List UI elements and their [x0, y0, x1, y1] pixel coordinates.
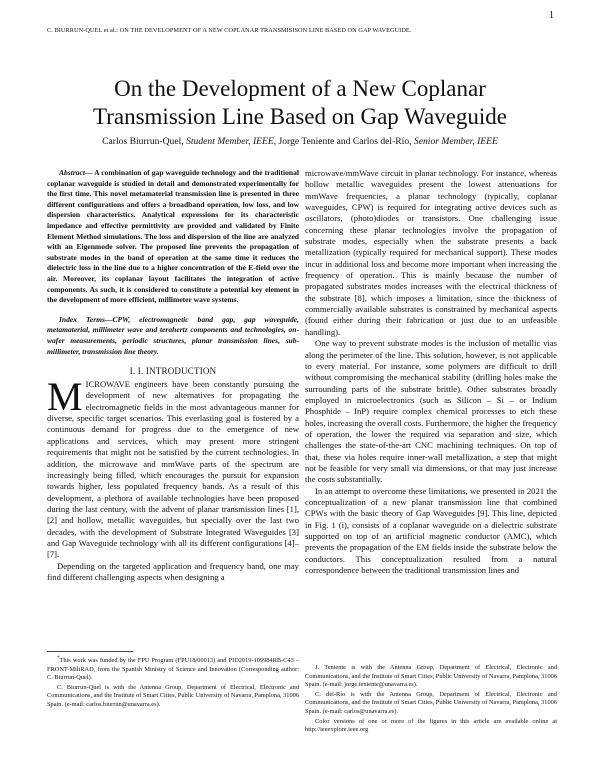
footnote-divider [47, 651, 133, 652]
author-1: Carlos Biurrun-Quel, [102, 136, 187, 147]
abstract-text: — A combination of gap waveguide technology and the traditional coplanar waveguide is studied in detail and demonstrated experimentally for the first time. This novel metamaterial transmission line is presented in three different configurations and offers a broadband operation, low loss, and low dispersion characteristics. Analytical expressions for its characteristic impedance and effective permittivity are provided and validated by Finite Element Method simulations. The loss and dispersion of the line are analyzed with an Eigenmode solver. The proposed line prevents the propagation of substrate modes in the band of operation at the same time it reduces the dielectric loss in the line due to a higher concentration of the E-field over the air. Moreover, its coplanar layout facilitates the integration of active components. As such, it is considered to constitute a potential key element in the development of more efficient, millimeter wave systems. [47, 168, 299, 305]
author-1-role: Student Member, IEEE [186, 136, 274, 147]
index-terms: Index Terms—CPW, electromagnetic band gap, gap waveguide, metamaterial, millimeter wave and terahertz components and technologies, on-wafer measurements, periodic structures, planar transmission lines, sub-millimeter, transmission line theory. [47, 314, 299, 356]
right-column [305, 168, 557, 576]
intro-paragraph-5: In an attempt to overcome these limitations, we presented in 2021 the conceptualization of a new planar transmission line that combined CPWs with the basic theory of Gap Waveguides [9]. This line, depicted in Fig. 1 (i), consists of a coplanar waveguide on a dielectric substrate supported on top of an artificial magnetic conductor (AMC), which prevents the propagation of the EM fields inside the substrate below the conductors. This conceptualization resulted from a natural correspondence between the traditional transmission lines and [305, 485, 557, 576]
left-column [47, 168, 299, 583]
author-2-3-role: Senior Member, IEEE [413, 136, 498, 147]
paper-title [30, 75, 570, 131]
author-list [30, 136, 570, 147]
running-head: C. BIURRUN-QUEL et al.: ON THE DEVELOPMENT OF A NEW COPLANAR TRANSMISISON LINE BASED ON GAP WAVEGUIDE. [47, 27, 412, 34]
footnotes-left [47, 657, 299, 711]
intro-paragraph-4: One way to prevent substrate modes is the inclusion of metallic vias along the perimeter of the line. This solution, however, is not applicable to every material. For instance, some polymers are difficult to drill without compromising the mechanical stability (drilling holes make the surrounding parts of the substrate brittle). Other substrates broadly employed in microelectronics (such as Silicon – Si – or Indium Phosphide – InP) require complex chemical processes to etch these holes, increasing the overall costs. Furthermore, the higher the frequency of operation, the lower the required via separation and size, which challenges the state-of-the-art CNC machining techniques. On top of that, these via holes require inner-wall metallization, a step that might not be feasible for very small via dimensions, or that may just increase the costs substantially. [305, 338, 557, 485]
footnote-author-2: J. Teniente is with the Antenna Group, Department of Electrical, Electronic and Communications, and the Institute of Smart Cities, Public University of Navarra, Pamplona, 31006 Spain. (e-mail: jorge.teniente@unavarra.es). [305, 664, 557, 689]
footnote-color-versions: Color versions of one or more of the figures in this article are available online at http://ieeexplore.ieee.org [305, 717, 557, 734]
footnote-mark: * [57, 655, 60, 661]
abstract-lead: Abstract [59, 168, 85, 177]
intro-paragraph-1 [47, 374, 299, 561]
author-2-3: , Jorge Teniente and Carlos del-Río, [273, 136, 414, 147]
footnotes-right [305, 664, 557, 736]
title-line-1: On the Development of a New Coplanar [114, 76, 486, 101]
section-heading-introduction: I. I. INTRODUCTION [129, 366, 217, 377]
footnote-author-3: C. del-Río is with the Antenna Group, Department of Electrical, Electronic and Communications, and the Institute of Smart Cities, Public University of Navarra, Pamplona, 31006 Spain. (e-mail: carlos@unavarra.es). [305, 690, 557, 715]
intro-paragraph-1-text: ICROWAVE engineers have been constantly pursuing the development of new alternatives for propagating the electromagnetic fields in the most advantageous manner for diverse, specific target scenarios. This everlasting goal is fostered by a continuous demand for progress due to the emergence of new applications and services, which may present more stringent requirements that might not be satisfied by the current technologies. In addition, the microwave and mmWave parts of the spectrum are increasingly being filled, which encourages the pursuit for expansion towards higher, less populated frequency bands. As a result of this development, a plethora of available technologies have been proposed during the last century, with the advent of planar transmission lines [1], [2] and hollow, metallic waveguides, but specially over the last two decades, with the development of Substrate Integrated Waveguides [3] and Gap Waveguide technology with all its different configurations [4]–[7]. [47, 379, 299, 560]
dropcap-letter: M [47, 374, 83, 420]
intro-paragraph-2: Depending on the targeted application and frequency band, one may find different challenging aspects when designing a [47, 560, 299, 582]
title-line-2: Transmission Line Based on Gap Waveguide [92, 104, 508, 129]
abstract [47, 168, 299, 306]
intro-paragraph-3: microwave/mmWave circuit in planar technology. For instance, whereas hollow metallic waveguides present the lowest attenuations for mmWave frequencies, a planar technology (typically, coplanar waveguides, CPW) is required for integrating active devices such as oscillators, (photo)diodes or transistors. One challenging issue concerning these planar technologies involve the propagation of substrate modes, especially when the substrate presents a back metallization (typically required for mechanical support). These modes incur in additional loss and become more important when increasing the frequency of operation. This is mainly because the number of propagated substrates modes increases with the electrical thickness of the substrate [8], which imposes a limitation, since the thickness of commercially available substrates is constrained by mechanical aspects (found either during their fabrication or just due to an unfeasible handling). [305, 168, 557, 337]
footnote-funding-text: This work was funded by the FPU Program (FPU18/00013) and PID2019-109984RB-C43 – FRONT-MiliRAD, from the Spanish Ministry of Science and Innovation (Corresponding author: C. Biurrun-Quel). [47, 657, 299, 682]
page-number: 1 [549, 10, 554, 21]
footnote-author-1: C. Biurrun-Quel is with the Antenna Group, Department of Electrical, Electronic and Communications, and the Institute of Smart Cities, Public University of Navarra, Pamplona, 31006 Spain. (e-mail: carlos.biurrun@unavarra.es). [47, 683, 299, 708]
footnote-funding [47, 657, 299, 683]
